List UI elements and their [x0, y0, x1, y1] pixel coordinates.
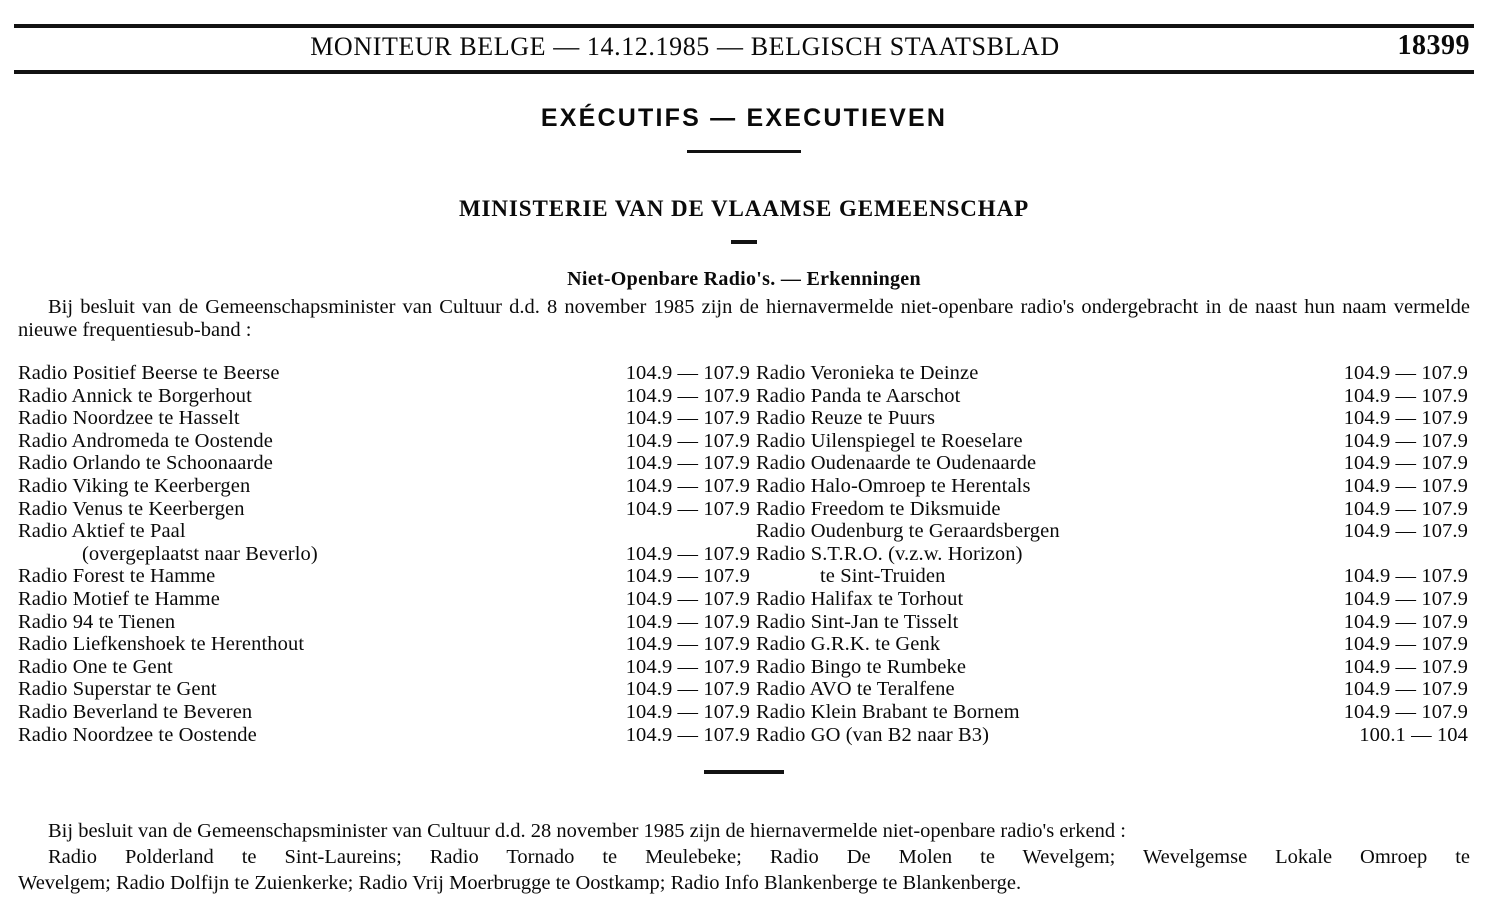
frequency-band: 104.9 — 107.9: [1343, 678, 1468, 701]
station-name: Radio Andromeda te Oostende: [18, 429, 273, 452]
intro-line-2: in de naast hun naam vermelde nieuwe frequentiesub-band :: [18, 296, 1471, 341]
frequency-band: 104.9 — 107.9: [625, 429, 750, 452]
listing-column-right: [756, 362, 1472, 746]
frequency-band: 104.9 — 107.9: [1343, 452, 1468, 475]
listing-row: [18, 611, 754, 634]
listing-row: [756, 430, 1472, 453]
frequency-band: 104.9 — 107.9: [1343, 700, 1468, 723]
frequency-band: 100.1 — 104: [1359, 723, 1468, 746]
outro-line-3-wrap: [18, 870, 1470, 896]
frequency-band: 104.9 — 107.9: [1343, 587, 1468, 610]
station-name: Radio Panda te Aarschot: [756, 384, 961, 407]
section-divider-bottom: [704, 770, 784, 774]
outro-line-3: Wevelgem; Radio Dolfijn te Zuienkerke; Radio Vrij Moerbrugge te Oostkamp; Radio Info Blankenberge te Blankenberge.: [18, 872, 1022, 894]
station-name: Radio Venus te Keerbergen: [18, 497, 245, 520]
listing-row: [18, 452, 754, 475]
listing-row: [756, 701, 1472, 724]
frequency-band: 104.9 — 107.9: [625, 723, 750, 746]
frequency-band: 104.9 — 107.9: [625, 565, 750, 588]
frequency-band: 104.9 — 107.9: [1343, 407, 1468, 430]
station-name: Radio Superstar te Gent: [18, 678, 217, 701]
listing-row: [756, 475, 1472, 498]
frequency-band: 104.9 — 107.9: [1343, 362, 1468, 384]
page-number: 18399: [1397, 30, 1470, 61]
listing-row: [756, 633, 1472, 656]
station-name: Radio Oudenburg te Geraardsbergen: [756, 520, 1060, 543]
station-name: Radio Viking te Keerbergen: [18, 474, 251, 497]
frequency-band: 104.9 — 107.9: [625, 633, 750, 656]
station-name: Radio Uilenspiegel te Roeselare: [756, 429, 1023, 452]
listing-row: [18, 362, 754, 385]
subject-heading: Niet-Openbare Radio's. — Erkenningen: [567, 268, 921, 290]
listing-row: [18, 475, 754, 498]
listing-row: [18, 678, 754, 701]
listing-row: [18, 633, 754, 656]
heading-divider-short: [731, 240, 757, 244]
station-name: Radio Aktief te Paal: [18, 520, 186, 543]
frequency-band: 104.9 — 107.9: [625, 655, 750, 678]
station-name: Radio Motief te Hamme: [18, 587, 220, 610]
masthead-rule-bottom: [14, 70, 1474, 74]
outro-line-2: Radio Polderland te Sint-Laureins; Radio Tornado te Meulebeke; Radio De Molen te Wevelgem; Wevelgemse Lokale Omroep te: [48, 846, 1470, 868]
listing-row: [18, 588, 754, 611]
frequency-band: 104.9 — 107.9: [1343, 384, 1468, 407]
outro-line-2-wrap: [18, 844, 1470, 870]
listing-row: [18, 520, 754, 543]
listing-row: [18, 724, 754, 747]
heading-divider-long: [687, 150, 801, 153]
listing-row: [18, 565, 754, 588]
listing-row: [18, 543, 754, 566]
listing-column-left: [18, 362, 754, 746]
outro-paragraph: [18, 818, 1470, 896]
listing-row: [756, 656, 1472, 679]
listing-row: [756, 611, 1472, 634]
listing-row: [756, 724, 1472, 747]
listing-row: [756, 588, 1472, 611]
listing-row: [18, 701, 754, 724]
frequency-band: 104.9 — 107.9: [625, 474, 750, 497]
listing-row: [756, 543, 1472, 566]
station-name: Radio Forest te Hamme: [18, 565, 216, 588]
frequency-band: 104.9 — 107.9: [1343, 655, 1468, 678]
running-head-title: MONITEUR BELGE — 14.12.1985 — BELGISCH STAATSBLAD: [310, 32, 1060, 61]
outro-line-1-wrap: [18, 818, 1470, 844]
station-name: Radio GO (van B2 naar B3): [756, 723, 990, 746]
listing-row: [18, 385, 754, 408]
station-name: Radio G.R.K. te Genk: [756, 633, 941, 656]
station-name: Radio Halo-Omroep te Herentals: [756, 474, 1031, 497]
frequency-band: 104.9 — 107.9: [625, 452, 750, 475]
frequency-band: 104.9 — 107.9: [625, 678, 750, 701]
frequency-band: 104.9 — 107.9: [625, 542, 750, 565]
intro-line-1: Bij besluit van de Gemeenschapsminister van Cultuur d.d. 8 november 1985 zijn de hiernavermelde niet-openbare radio's ondergebracht: [48, 296, 1199, 318]
station-name: Radio Reuze te Puurs: [756, 407, 936, 430]
station-name-continuation: te Sint-Truiden: [820, 565, 946, 588]
frequency-band: 104.9 — 107.9: [625, 700, 750, 723]
listing-row: [18, 498, 754, 521]
station-name: Radio One te Gent: [18, 655, 173, 678]
masthead-rule-top: [14, 24, 1474, 28]
listing-row: [756, 452, 1472, 475]
station-name: Radio Sint-Jan te Tisselt: [756, 610, 959, 633]
frequency-band: 104.9 — 107.9: [625, 384, 750, 407]
frequency-band: 104.9 — 107.9: [625, 587, 750, 610]
station-name: Radio Liefkenshoek te Herenthout: [18, 633, 305, 656]
intro-paragraph: [18, 296, 1470, 342]
ministry-heading: MINISTERIE VAN DE VLAAMSE GEMEENSCHAP: [458, 196, 1030, 221]
section-heading-executives: EXÉCUTIFS — EXECUTIEVEN: [540, 104, 948, 132]
listing-row: [18, 656, 754, 679]
listing-row: [756, 385, 1472, 408]
listing-row: [756, 498, 1472, 521]
station-name: Radio Noordzee te Oostende: [18, 723, 257, 746]
frequency-band: 104.9 — 107.9: [1343, 565, 1468, 588]
station-name: Radio Orlando te Schoonaarde: [18, 452, 273, 475]
frequency-band: 104.9 — 107.9: [1343, 520, 1468, 543]
listing-row: [18, 407, 754, 430]
frequency-band: 104.9 — 107.9: [1343, 429, 1468, 452]
station-name-continuation: (overgeplaatst naar Beverlo): [82, 542, 318, 565]
listing-row: [756, 520, 1472, 543]
station-name: Radio Annick te Borgerhout: [18, 384, 252, 407]
station-name: Radio Bingo te Rumbeke: [756, 655, 967, 678]
listing-row: [756, 362, 1472, 385]
listing-row: [756, 678, 1472, 701]
station-name: Radio Oudenaarde te Oudenaarde: [756, 452, 1037, 475]
frequency-band: 104.9 — 107.9: [1343, 610, 1468, 633]
station-name: Radio Klein Brabant te Bornem: [756, 700, 1020, 723]
frequency-band: 104.9 — 107.9: [625, 362, 750, 384]
frequency-band: 104.9 — 107.9: [1343, 497, 1468, 520]
station-name: Radio Freedom te Diksmuide: [756, 497, 1001, 520]
station-name: Radio Halifax te Torhout: [756, 587, 964, 610]
station-name: Radio Noordzee te Hasselt: [18, 407, 240, 430]
listing-row: [18, 430, 754, 453]
listing-row: [756, 565, 1472, 588]
station-name: Radio AVO te Teralfene: [756, 678, 955, 701]
frequency-band: 104.9 — 107.9: [625, 407, 750, 430]
frequency-band: 104.9 — 107.9: [625, 610, 750, 633]
station-name: Radio Beverland te Beveren: [18, 700, 253, 723]
station-name: Radio Positief Beerse te Beerse: [18, 362, 280, 384]
listing-row: [756, 407, 1472, 430]
station-name: Radio 94 te Tienen: [18, 610, 176, 633]
frequency-band: 104.9 — 107.9: [625, 497, 750, 520]
station-name: Radio S.T.R.O. (v.z.w. Horizon): [756, 542, 1023, 565]
station-name: Radio Veronieka te Deinze: [756, 362, 979, 384]
frequency-band: 104.9 — 107.9: [1343, 633, 1468, 656]
frequency-band: 104.9 — 107.9: [1343, 474, 1468, 497]
outro-line-1: Bij besluit van de Gemeenschapsminister van Cultuur d.d. 28 november 1985 zijn de hiernavermelde niet-openbare radio's erkend :: [48, 820, 1126, 842]
